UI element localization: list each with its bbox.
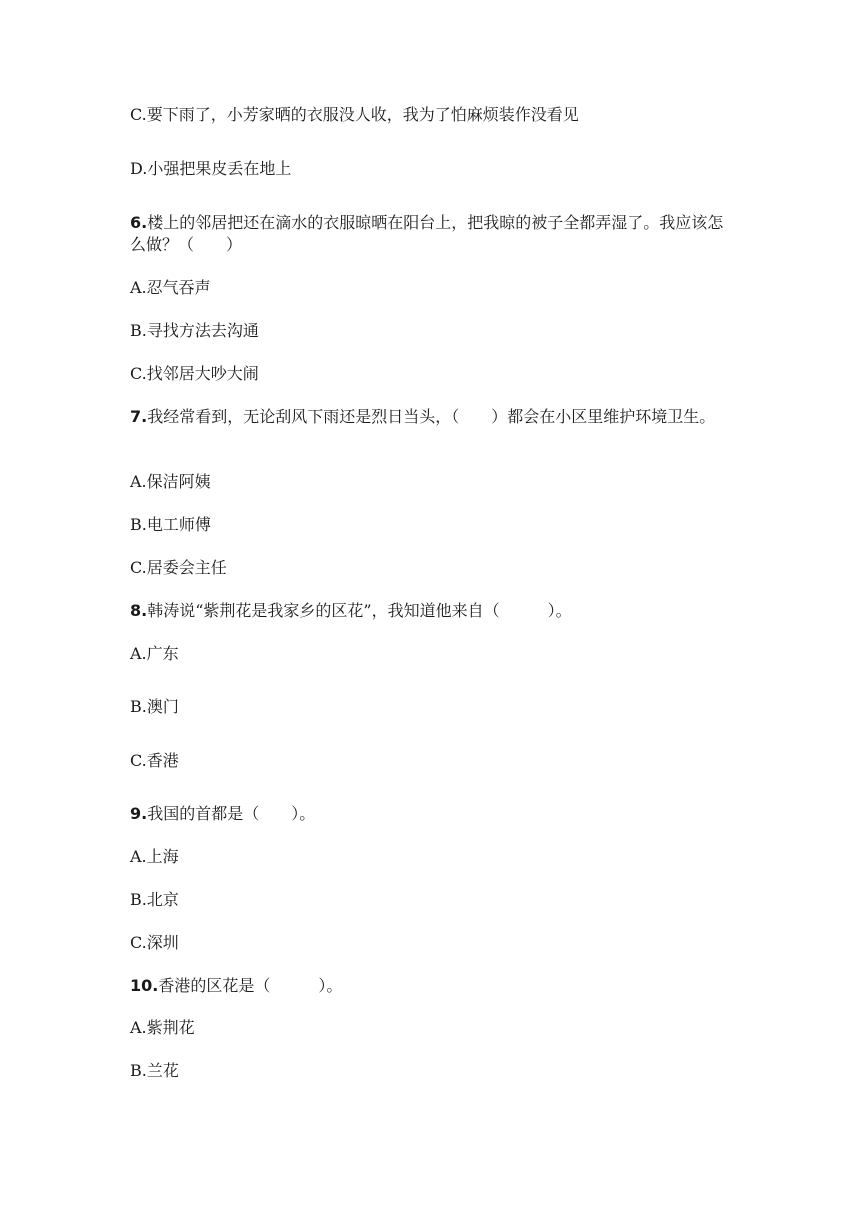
question-number: 7. [130,407,148,426]
question-8 [130,600,730,622]
question-7 [130,406,730,428]
option-10a: A.紫荆花 [130,1018,195,1037]
question-text: 楼上的邻居把还在滴水的衣服晾晒在阳台上，把我晾的被子全都弄湿了。我应该怎么做？（ ） [130,213,724,254]
option-7a: A.保洁阿姨 [130,472,211,491]
option-10b: B.兰花 [130,1061,179,1080]
question-text: 我国的首都是（ ）。 [147,804,316,823]
option-8b: B.澳门 [130,697,179,716]
option-5d: D.小强把果皮丢在地上 [130,159,292,178]
option-5c: C.要下雨了，小芳家晒的衣服没人收，我为了怕麻烦装作没看见 [130,105,579,124]
option-6c: C.找邻居大吵大闹 [130,364,259,383]
question-number: 8. [130,601,148,620]
option-6b: B.寻找方法去沟通 [130,321,259,340]
option-9c: C.深圳 [130,933,179,952]
question-text: 香港的区花是（ ）。 [158,976,343,995]
question-number: 9. [130,804,148,823]
question-10 [130,975,730,997]
question-text: 韩涛说“紫荆花是我家乡的区花”，我知道他来自（ ）。 [147,601,572,620]
option-9a: A.上海 [130,847,179,866]
option-8a: A.广东 [130,644,179,663]
question-6 [130,212,730,256]
question-text: 我经常看到，无论刮风下雨还是烈日当头，（ ）都会在小区里维护环境卫生。 [147,407,716,426]
option-6a: A.忍气吞声 [130,278,211,297]
question-number: 6. [130,213,148,232]
option-9b: B.北京 [130,890,179,909]
question-9 [130,803,730,825]
option-8c: C.香港 [130,751,179,770]
option-7b: B.电工师傅 [130,515,211,534]
question-number: 10. [130,976,159,995]
option-7c: C.居委会主任 [130,558,227,577]
